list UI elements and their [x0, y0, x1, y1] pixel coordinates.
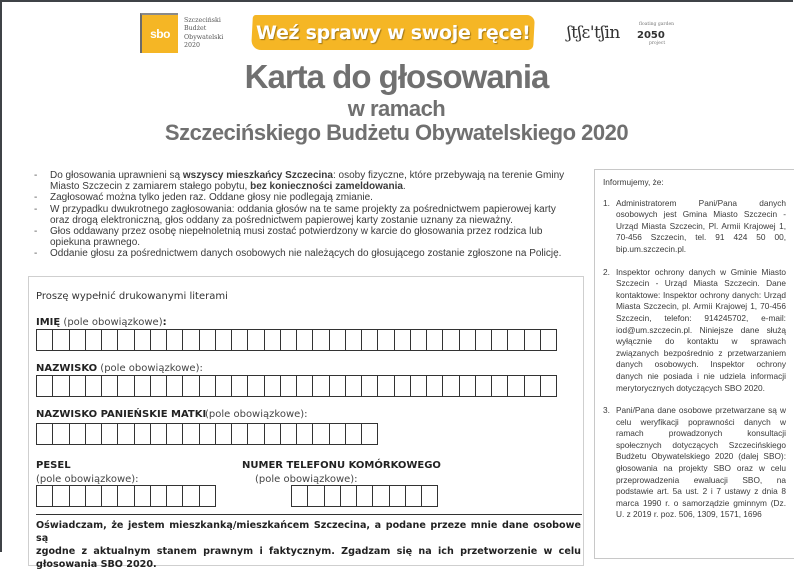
character-box[interactable] — [406, 485, 422, 507]
character-box[interactable] — [183, 423, 199, 445]
character-box[interactable] — [297, 375, 313, 397]
character-box[interactable] — [102, 329, 118, 351]
rule-text: Głos oddawany przez osobę niepełnoletnią musi zostać potwierdzony w karcie do głosowania przez rodzica lub opiekuna prawnego. — [50, 226, 543, 249]
partner-logo-main: ʃtʃɛ'tʃin — [567, 23, 620, 43]
character-box[interactable] — [37, 423, 53, 445]
character-box[interactable] — [390, 485, 406, 507]
character-box[interactable] — [248, 423, 264, 445]
character-box[interactable] — [248, 329, 264, 351]
character-box[interactable] — [373, 485, 389, 507]
phone-input[interactable] — [291, 485, 438, 507]
character-box[interactable] — [362, 329, 378, 351]
info-item-text: Inspektor ochrony danych w Gminie Miasto Szczecin - Urząd Miasta Szczecin. Dane kontaktowe: Inspektor ochrony danych: Urząd Miasta Szczecin, pl. Armii Krajowej 1, 70-456 Szczecin, telefon: 914245702, e-mail: iod@um.szczecin.pl. Niniejsze dane służą wyłącznie do kontaktu w sprawach związanych bezpośrednio z przetwarzaniem danych osobowych. Inspektor ochrony danych nie posiada i nie udziela informacji merytorycznych dotyczących SBO 2020. — [616, 266, 786, 393]
character-box[interactable] — [167, 329, 183, 351]
character-box[interactable] — [330, 423, 346, 445]
character-box[interactable] — [362, 423, 378, 445]
character-box[interactable] — [492, 329, 508, 351]
character-box[interactable] — [135, 375, 151, 397]
character-box[interactable] — [525, 329, 541, 351]
phone-label-text: NUMER TELEFONU KOMÓRKOWEGO — [242, 460, 441, 471]
character-box[interactable] — [86, 485, 102, 507]
rule-text: . — [402, 181, 406, 193]
character-box[interactable] — [135, 485, 151, 507]
declaration-line: Oświadczam, że jestem mieszkanką/mieszkańcem Szczecina, a podane przeze mnie dane osobowe są — [36, 520, 581, 544]
character-box[interactable] — [346, 423, 362, 445]
window-frame-top — [0, 0, 793, 2]
required-note-text: (pole obowiązkowe): — [36, 474, 139, 485]
mother-maiden-name-label — [36, 409, 206, 420]
character-box[interactable] — [508, 329, 524, 351]
first-name-label-text: IMIĘ — [36, 317, 61, 328]
character-box[interactable] — [135, 329, 151, 351]
character-box[interactable] — [460, 375, 476, 397]
character-box[interactable] — [297, 423, 313, 445]
required-note-text: (pole obowiązkowe): — [205, 409, 308, 420]
character-box[interactable] — [216, 423, 232, 445]
character-box[interactable] — [167, 375, 183, 397]
character-box[interactable] — [395, 329, 411, 351]
character-box[interactable] — [102, 485, 118, 507]
character-box[interactable] — [86, 329, 102, 351]
character-box[interactable] — [53, 423, 69, 445]
rule-item — [34, 204, 574, 226]
mother-maiden-name-input[interactable] — [36, 423, 378, 445]
required-note — [255, 474, 358, 485]
character-box[interactable] — [427, 329, 443, 351]
required-note: (pole obowiązkowe): — [97, 363, 203, 374]
sbo-logo-text: sbo — [150, 27, 170, 41]
slogan-text: Weź sprawy w swoje ręce! — [255, 21, 531, 44]
character-box[interactable] — [183, 329, 199, 351]
character-box[interactable] — [346, 375, 362, 397]
sbo-logo — [140, 13, 178, 53]
character-box[interactable] — [325, 485, 341, 507]
page-subtitle: w ramach — [347, 96, 446, 121]
required-note: (pole obowiązkowe) — [60, 317, 163, 328]
character-box[interactable] — [53, 485, 69, 507]
character-box[interactable] — [200, 375, 216, 397]
character-box[interactable] — [357, 485, 373, 507]
required-note — [205, 409, 308, 420]
character-box[interactable] — [151, 375, 167, 397]
sbo-caption-line: Szczeciński — [184, 17, 221, 24]
character-box[interactable] — [232, 423, 248, 445]
rule-text: W przypadku dwukrotnego zagłosowania: oddania głosów na te same projekty za pośrednictwem papierowej karty oraz drogą elektroniczną, głos oddany za pośrednictwem papierowej karty zostanie uznany za nieważny. — [50, 203, 556, 226]
required-note-text: (pole obowiązkowe): — [255, 474, 358, 485]
character-box[interactable] — [281, 423, 297, 445]
character-box[interactable] — [102, 423, 118, 445]
character-box[interactable] — [53, 375, 69, 397]
character-box[interactable] — [308, 485, 324, 507]
character-box[interactable] — [313, 375, 329, 397]
character-box[interactable] — [313, 423, 329, 445]
info-intro: Informujemy, że: — [603, 177, 664, 187]
character-box[interactable] — [135, 423, 151, 445]
partner-logo-year: 2050 — [637, 30, 665, 41]
character-box[interactable] — [281, 375, 297, 397]
character-box[interactable] — [313, 329, 329, 351]
character-box[interactable] — [102, 375, 118, 397]
rule-item — [34, 192, 574, 203]
character-box[interactable] — [200, 485, 216, 507]
declaration — [36, 519, 581, 571]
last-name-input[interactable] — [36, 375, 557, 397]
character-box[interactable] — [265, 423, 281, 445]
last-name-label — [36, 363, 203, 374]
character-box[interactable] — [460, 329, 476, 351]
character-box[interactable] — [216, 329, 232, 351]
character-box[interactable] — [265, 375, 281, 397]
character-box[interactable] — [232, 375, 248, 397]
character-box[interactable] — [37, 485, 53, 507]
pesel-input[interactable] — [36, 485, 216, 507]
character-box[interactable] — [232, 329, 248, 351]
rules-list — [34, 170, 574, 260]
gdpr-info-box — [594, 169, 794, 559]
sbo-caption-line: Obywatelski — [184, 33, 224, 41]
character-box[interactable] — [411, 375, 427, 397]
character-box[interactable] — [362, 375, 378, 397]
label-colon: : — [162, 317, 167, 328]
last-name-label-text: NAZWISKO — [36, 363, 98, 374]
character-box[interactable] — [330, 329, 346, 351]
character-box[interactable] — [70, 423, 86, 445]
character-box[interactable] — [508, 375, 524, 397]
required-note — [36, 474, 139, 485]
info-item-text: Pani/Pana dane osobowe przetwarzane są w celu weryfikacji poprawności danych w ramach prowadzonych konsultacji społecznych dotyczących Szczecińskiego Budżetu Obywatelskiego 2020 (dalej SBO): głosowania na projekty SBO oraz w celu przeprowadzenia ewaluacji SBO, na podstawie art. 5a ust. 2 i 7 ustawy z dnia 8 marca 1990 r. o samorządzie gminnym (Dz. U. z 2019 r. poz. 506, 1309, 1571, 1696 — [616, 405, 786, 520]
character-box[interactable] — [86, 423, 102, 445]
character-box[interactable] — [216, 375, 232, 397]
character-box[interactable] — [541, 375, 557, 397]
character-box[interactable] — [167, 485, 183, 507]
character-box[interactable] — [151, 329, 167, 351]
pesel-label — [36, 460, 71, 471]
character-box[interactable] — [183, 485, 199, 507]
character-box[interactable] — [378, 375, 394, 397]
character-box[interactable] — [297, 329, 313, 351]
rule-text: Zagłosować można tylko jeden raz. Oddane głosy nie podlegają zmianie. — [50, 192, 373, 204]
form-hint: Proszę wypełnić drukowanymi literami — [36, 291, 228, 302]
pesel-label-text: PESEL — [36, 460, 71, 471]
sbo-caption — [184, 17, 223, 50]
character-box[interactable] — [541, 329, 557, 351]
first-name-label — [36, 317, 167, 328]
info-item-number: 2. — [603, 266, 610, 277]
character-box[interactable] — [422, 485, 438, 507]
character-box[interactable] — [200, 423, 216, 445]
character-box[interactable] — [200, 329, 216, 351]
character-box[interactable] — [151, 485, 167, 507]
mother-maiden-name-label-text: NAZWISKO PANIEŃSKIE MATKI — [36, 409, 207, 420]
character-box[interactable] — [330, 375, 346, 397]
rule-emphasis: bez konieczności zameldowania — [250, 181, 403, 193]
rule-text: Oddanie głosu za pośrednictwem danych osobowych nie należących do głosującego zostanie zgłoszone na Policję. — [50, 248, 562, 260]
first-name-input[interactable] — [36, 329, 557, 351]
rule-item — [34, 170, 574, 192]
info-item-text: Administratorem Pani/Pana danych osobowych jest Gmina Miasto Szczecin - Urząd Miasta Szczecin, Pl. Armii Krajowej 1, 70-456 Szczecin, tel. 91 424 50 00, bip.um.szczecin.pl. — [616, 197, 786, 254]
character-box[interactable] — [427, 375, 443, 397]
character-box[interactable] — [86, 375, 102, 397]
declaration-line: zgodne z aktualnym stanem prawnym i faktycznym. Zgadzam się na ich przetworzenie w celu głosowania SBO 2020. — [36, 546, 581, 570]
sbo-caption-line: Budżet — [184, 25, 207, 33]
character-box[interactable] — [37, 329, 53, 351]
character-box[interactable] — [248, 375, 264, 397]
character-box[interactable] — [281, 329, 297, 351]
character-box[interactable] — [167, 423, 183, 445]
rule-item — [34, 248, 574, 259]
character-box[interactable] — [265, 329, 281, 351]
info-item-number: 3. — [603, 405, 610, 416]
page-title: Karta do głosowania — [244, 58, 549, 95]
character-box[interactable] — [292, 485, 308, 507]
character-box[interactable] — [183, 375, 199, 397]
character-box[interactable] — [378, 329, 394, 351]
character-box[interactable] — [443, 329, 459, 351]
character-box[interactable] — [70, 485, 86, 507]
partner-logo-top: floating garden — [639, 22, 675, 27]
character-box[interactable] — [151, 423, 167, 445]
info-item — [603, 267, 786, 395]
character-box[interactable] — [70, 375, 86, 397]
info-item — [603, 198, 786, 256]
slogan-banner — [251, 15, 535, 50]
character-box[interactable] — [443, 375, 459, 397]
character-box[interactable] — [346, 329, 362, 351]
character-box[interactable] — [476, 329, 492, 351]
character-box[interactable] — [37, 375, 53, 397]
character-box[interactable] — [411, 329, 427, 351]
character-box[interactable] — [492, 375, 508, 397]
character-box[interactable] — [53, 329, 69, 351]
phone-label — [242, 460, 441, 471]
rule-text: : osoby fizyczne, które przebywają na terenie Gminy Miasto Szczecin z zamiarem stałego pobytu, — [50, 170, 565, 193]
sbo-caption-line: 2020 — [184, 41, 201, 49]
character-box[interactable] — [118, 329, 134, 351]
partner-logo-bottom: project — [649, 41, 666, 46]
character-box[interactable] — [118, 423, 134, 445]
character-box[interactable] — [118, 485, 134, 507]
partner-logo — [567, 22, 675, 46]
character-box[interactable] — [395, 375, 411, 397]
rule-text: Do głosowania uprawnieni są — [50, 170, 183, 181]
info-item-number: 1. — [603, 197, 610, 208]
info-item — [603, 405, 786, 521]
character-box[interactable] — [525, 375, 541, 397]
character-box[interactable] — [70, 329, 86, 351]
rule-item — [34, 226, 574, 248]
declaration-divider — [36, 514, 582, 515]
page-subtitle-2: Szczecińskiego Budżetu Obywatelskiego 2020 — [164, 120, 629, 145]
character-box[interactable] — [476, 375, 492, 397]
character-box[interactable] — [341, 485, 357, 507]
rule-emphasis: wszyscy mieszkańcy Szczecina — [182, 170, 333, 181]
character-box[interactable] — [118, 375, 134, 397]
